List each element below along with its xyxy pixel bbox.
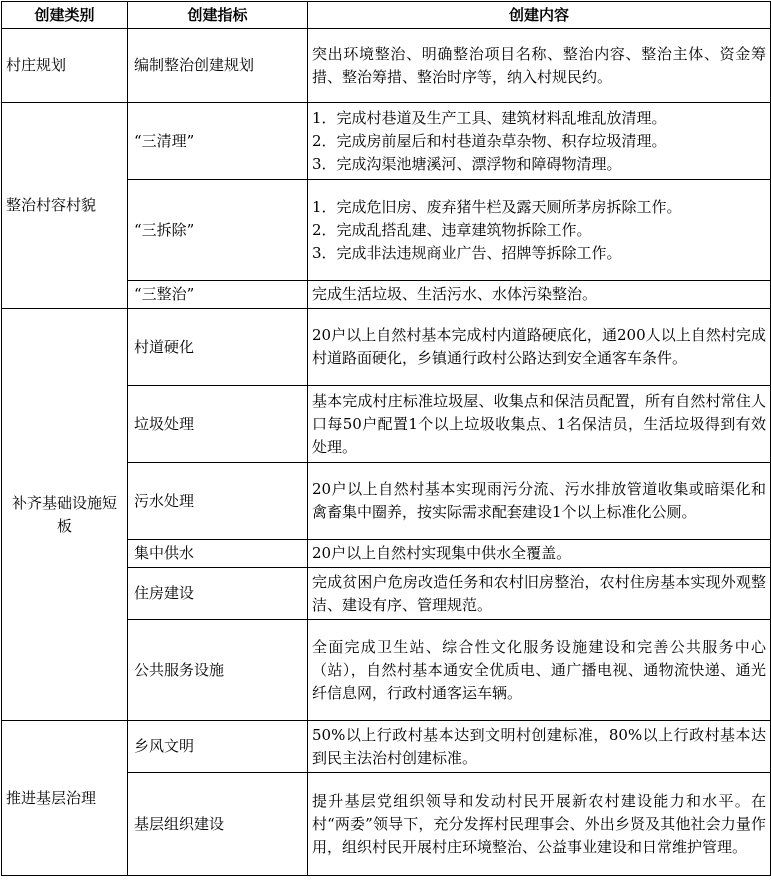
content-cell (308, 180, 771, 281)
rural-construction-table (1, 1, 771, 876)
indicator-cell: 编制整治创建规划 (128, 29, 308, 103)
table-row (2, 29, 771, 103)
indicator-cell: 污水处理 (128, 463, 308, 540)
table-header-row (2, 2, 771, 29)
indicator-cell: 村道硬化 (128, 309, 308, 386)
content-cell: 50%以上行政村基本达到文明村创建标准，80%以上行政村基本达到民主法治村创建标准。 (308, 721, 771, 773)
content-cell: 20户以上自然村实现集中供水全覆盖。 (308, 540, 771, 568)
list-item: 2．完成房前屋后和村巷道杂草杂物、积存垃圾清理。 (312, 131, 667, 150)
list-item: 3．完成沟渠池塘溪河、漂浮物和障碍物清理。 (312, 154, 622, 173)
indicator-cell: “三清理” (128, 103, 308, 180)
category-cell: 村庄规划 (2, 29, 128, 103)
list-item: 1．完成危旧房、废弃猪牛栏及露天厕所茅房拆除工作。 (312, 197, 682, 216)
indicator-cell: 垃圾处理 (128, 386, 308, 463)
category-cell: 补齐基础设施短板 (2, 309, 128, 721)
indicator-cell: 集中供水 (128, 540, 308, 568)
indicator-cell: “三整治” (128, 281, 308, 309)
table-row (2, 721, 771, 773)
content-cell: 完成贫困户危房改造任务和农村旧房整治，农村住房基本实现外观整洁、建设有序、管理规范。 (308, 568, 771, 620)
table-row (2, 309, 771, 386)
content-cell: 提升基层党组织领导和发动村民开展新农村建设能力和水平。在村“两委”领导下，充分发挥村民理事会、外出乡贤及其他社会力量作用，组织村民开展村庄环境整治、公益事业建设和日常维护管理。 (308, 773, 771, 876)
content-cell: 完成生活垃圾、生活污水、水体污染整治。 (308, 281, 771, 309)
content-cell (308, 103, 771, 180)
category-cell: 整治村容村貌 (2, 103, 128, 309)
content-cell: 20户以上自然村基本完成村内道路硬底化，通200人以上自然村完成村道路面硬化，乡镇通行政村公路达到安全通客车条件。 (308, 309, 771, 386)
list-item: 3．完成非法违规商业广告、招牌等拆除工作。 (312, 243, 622, 262)
header-category: 创建类别 (2, 2, 128, 29)
content-cell: 突出环境整治、明确整治项目名称、整治内容、整治主体、资金筹措、整治筹措、整治时序等，纳入村规民约。 (308, 29, 771, 103)
list-item: 2．完成乱搭乱建、违章建筑物拆除工作。 (312, 220, 592, 239)
header-indicator: 创建指标 (128, 2, 308, 29)
content-cell: 全面完成卫生站、综合性文化服务设施建设和完善公共服务中心（站），自然村基本通安全优质电、通广播电视、通物流快递、通光纤信息网，行政村通客运车辆。 (308, 620, 771, 721)
indicator-cell: 住房建设 (128, 568, 308, 620)
header-content: 创建内容 (308, 2, 771, 29)
category-cell: 推进基层治理 (2, 721, 128, 876)
table-row (2, 103, 771, 180)
indicator-cell: 乡风文明 (128, 721, 308, 773)
indicator-cell: “三拆除” (128, 180, 308, 281)
indicator-cell: 基层组织建设 (128, 773, 308, 876)
content-cell: 基本完成村庄标准垃圾屋、收集点和保洁员配置，所有自然村常住人口每50户配置1个以上垃圾收集点、1名保洁员，生活垃圾得到有效处理。 (308, 386, 771, 463)
indicator-cell: 公共服务设施 (128, 620, 308, 721)
list-item: 1．完成村巷道及生产工具、建筑材料乱堆乱放清理。 (312, 108, 667, 127)
content-cell: 20户以上自然村基本实现雨污分流、污水排放管道收集或暗渠化和禽畜集中圈养，按实际需求配套建设1个以上标准化公厕。 (308, 463, 771, 540)
